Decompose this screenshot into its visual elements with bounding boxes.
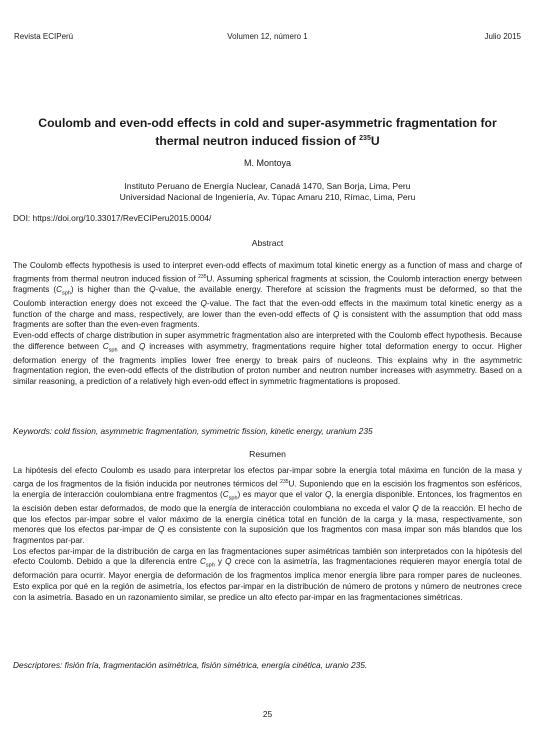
descriptores-list: fisión fría, fragmentación asimétrica, fisión simétrica, energía cinética, uranio 235. bbox=[62, 660, 368, 670]
abstract-paragraph-1: The Coulomb effects hypothesis is used to interpret even-odd effects of maximum total kinetic energy as a function of mass and charge of fragments from thermal neutron induced fission of $^{235}$U. Assuming spherical fragments at scission, the Coulomb interaction energy between fragments $(C_{sph})$ is higher than the Q-value, the available energy. Therefore at scission the fragments must be deformed, so that the Coulomb interaction energy does not exceed the Q-value. The fact that the even-odd effects in the maximum total kinetic energy as a function of the charge and mass, respectively, are lower than the even-odd effects of Q is consistent with the assumption that odd mass fragments are softer than the even-even fragments. bbox=[13, 261, 522, 330]
affiliations bbox=[0, 181, 535, 203]
keywords-list: cold fission, asymmetric fragmentation, symmetric fission, kinetic energy, uranium 235 bbox=[52, 426, 373, 436]
resumen-body bbox=[13, 466, 522, 603]
page-number: 25 bbox=[262, 709, 273, 719]
resumen-paragraph-2: Los efectos par-impar de la distribución de carga en las fragmentaciones super asimétricas también son interpretados con la hipótesis del efecto Coulomb. Debido a que la diferencia entre $C_{sph}$ y Q crece con la asimetría, las fragmentaciones requieren mayor energía total de deformación para ocurrir. Mayor energía de deformación de los fragmentos implica menor energía libre para romper pares de nucleones. Esto explica por qué en la región de asimetría, los efectos par-impar en la distribución de número de protons y número de neutrones crece con la asimetría. Basado en un razonamiento similar, se predice un alto efecto par-impar en las fragmentaciones simétricas. bbox=[13, 546, 522, 602]
keywords-label: Keywords: bbox=[13, 426, 53, 436]
abstract-paragraph-2: Even-odd effects of charge distribution in super asymmetric fragmentation also are interpreted with the Coulomb effect hypothesis. Because the difference between $C_{sph}$ and Q increases with asymmetry, fragmentations require higher total deformation energy to occur. Higher deformation energy of the fragments implies lower free energy to break pairs of nucleons. This explains why in the asymmetric fragmentation region, the even-odd effects of the distribution of proton number and neutron number increases with asymmetry. Based on a similar reasoning, a prediction of a relatively high even-odd effect in symmetric fragmentations is proposed. bbox=[13, 330, 522, 386]
paper-title bbox=[18, 116, 517, 149]
affiliation-1: Instituto Peruano de Energía Nuclear, Canadá 1470, San Borja, Lima, Peru bbox=[124, 181, 411, 191]
title-isotope-mass: 235 bbox=[359, 135, 371, 142]
title-text: Coulomb and even-odd effects in cold and super-asymmetric fragmentation for thermal neutron induced fission of bbox=[38, 116, 497, 149]
journal-name: Revista ECIPerú bbox=[14, 32, 74, 41]
issue-date: Julio 2015 bbox=[484, 32, 521, 41]
keywords bbox=[13, 426, 522, 436]
journal-volume: Volumen 12, número 1 bbox=[227, 32, 308, 41]
affiliation-2: Universidad Nacional de Ingeniería, Av. Túpac Amaru 210, Rímac, Lima, Peru bbox=[119, 192, 416, 202]
resumen-heading: Resumen bbox=[249, 449, 286, 459]
descriptores bbox=[13, 660, 522, 670]
author: M. Montoya bbox=[243, 158, 292, 168]
title-isotope-symbol: U bbox=[370, 134, 380, 149]
doi-link[interactable]: DOI: https://doi.org/10.33017/RevECIPeru2015.0004/ bbox=[13, 213, 212, 223]
abstract-heading: Abstract bbox=[251, 238, 284, 248]
resumen-paragraph-1: La hipótesis del efecto Coulomb es usado para interpretar los efectos par-impar sobre la energía total máxima en función de la masa y carga de los fragmentos de la fisión inducida por neutrones térmicos del $^{235}$U. Suponiendo que en la escisión los fragmentos son esféricos, la energía de interacción coulombiana entre fragmentos $(C_{sph})$ es mayor que el valor Q, la energía disponible. Entonces, los fragmentos en la escisión deben estar deformados, de modo que la energía de interacción coulombiana no exceda el valor Q de la reacción. El hecho de que los efectos par-impar sobre el valor máximo de la energía cinética total en función de la carga y la masa, respectivamente, son menores que los efectos par-impar de Q es consistente con la suposición que los fragmentos con masa impar son más blandos que los fragmentos par-par. bbox=[13, 466, 523, 545]
abstract-body bbox=[13, 261, 522, 388]
descriptores-label: Descriptores: bbox=[13, 660, 63, 670]
